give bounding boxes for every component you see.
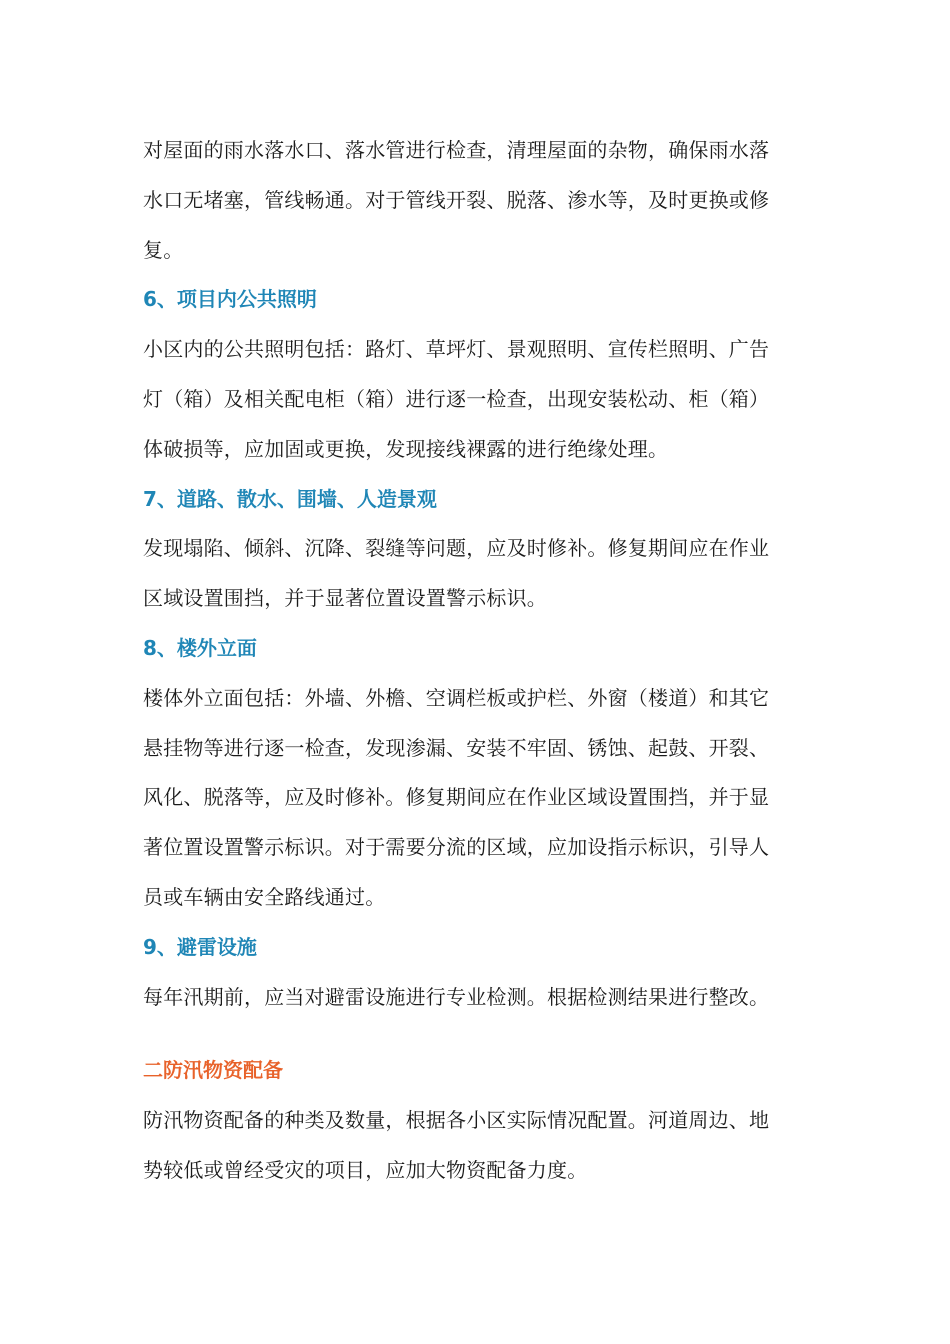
paragraph-building-facade — [143, 674, 813, 923]
text-line: 复。 — [143, 237, 184, 262]
text-line: 风化、脱落等，应及时修补。修复期间应在作业区域设置围挡，并于显 — [143, 785, 770, 810]
heading-public-lighting: 6、项目内公共照明 — [143, 287, 317, 312]
text-line: 水口无堵塞，管线畅通。对于管线开裂、脱落、渗水等，及时更换或修 — [143, 187, 770, 212]
text-line: 区域设置围挡，并于显著位置设置警示标识。 — [143, 586, 547, 611]
text-line: 悬挂物等进行逐一检查，发现渗漏、安装不牢固、锈蚀、起鼓、开裂、 — [143, 735, 770, 760]
text-line: 著位置设置警示标识。对于需要分流的区域，应加设指示标识，引导人 — [143, 835, 770, 860]
section-title-flood-supplies: 二防汛物资配备 — [143, 1058, 283, 1083]
text-line: 灯（箱）及相关配电柜（箱）进行逐一检查，出现安装松动、柜（箱） — [143, 386, 770, 411]
heading-lightning-protection: 9、避雷设施 — [143, 934, 257, 959]
paragraph-flood-supplies — [143, 1096, 813, 1196]
text-line: 楼体外立面包括：外墙、外檐、空调栏板或护栏、外窗（楼道）和其它 — [143, 685, 770, 710]
paragraph-public-lighting — [143, 325, 813, 474]
text-line: 防汛物资配备的种类及数量，根据各小区实际情况配置。河道周边、地 — [143, 1108, 770, 1133]
text-line: 员或车辆由安全路线通过。 — [143, 884, 386, 909]
document-page — [143, 126, 813, 1196]
text-line: 体破损等，应加固或更换，发现接线裸露的进行绝缘处理。 — [143, 436, 669, 461]
heading-building-facade: 8、楼外立面 — [143, 635, 257, 660]
text-line: 小区内的公共照明包括：路灯、草坪灯、景观照明、宣传栏照明、广告 — [143, 337, 770, 362]
text-line: 每年汛期前，应当对避雷设施进行专业检测。根据检测结果进行整改。 — [143, 984, 770, 1009]
text-line: 势较低或曾经受灾的项目，应加大物资配备力度。 — [143, 1157, 588, 1182]
paragraph-lightning-protection — [143, 973, 813, 1023]
text-line: 对屋面的雨水落水口、落水管进行检查，清理屋面的杂物，确保雨水落 — [143, 138, 770, 162]
paragraph-roof-drainage — [143, 126, 813, 275]
text-line: 发现塌陷、倾斜、沉降、裂缝等问题，应及时修补。修复期间应在作业 — [143, 536, 770, 561]
heading-roads-landscape: 7、道路、散水、围墙、人造景观 — [143, 486, 437, 511]
paragraph-roads-landscape — [143, 524, 813, 624]
